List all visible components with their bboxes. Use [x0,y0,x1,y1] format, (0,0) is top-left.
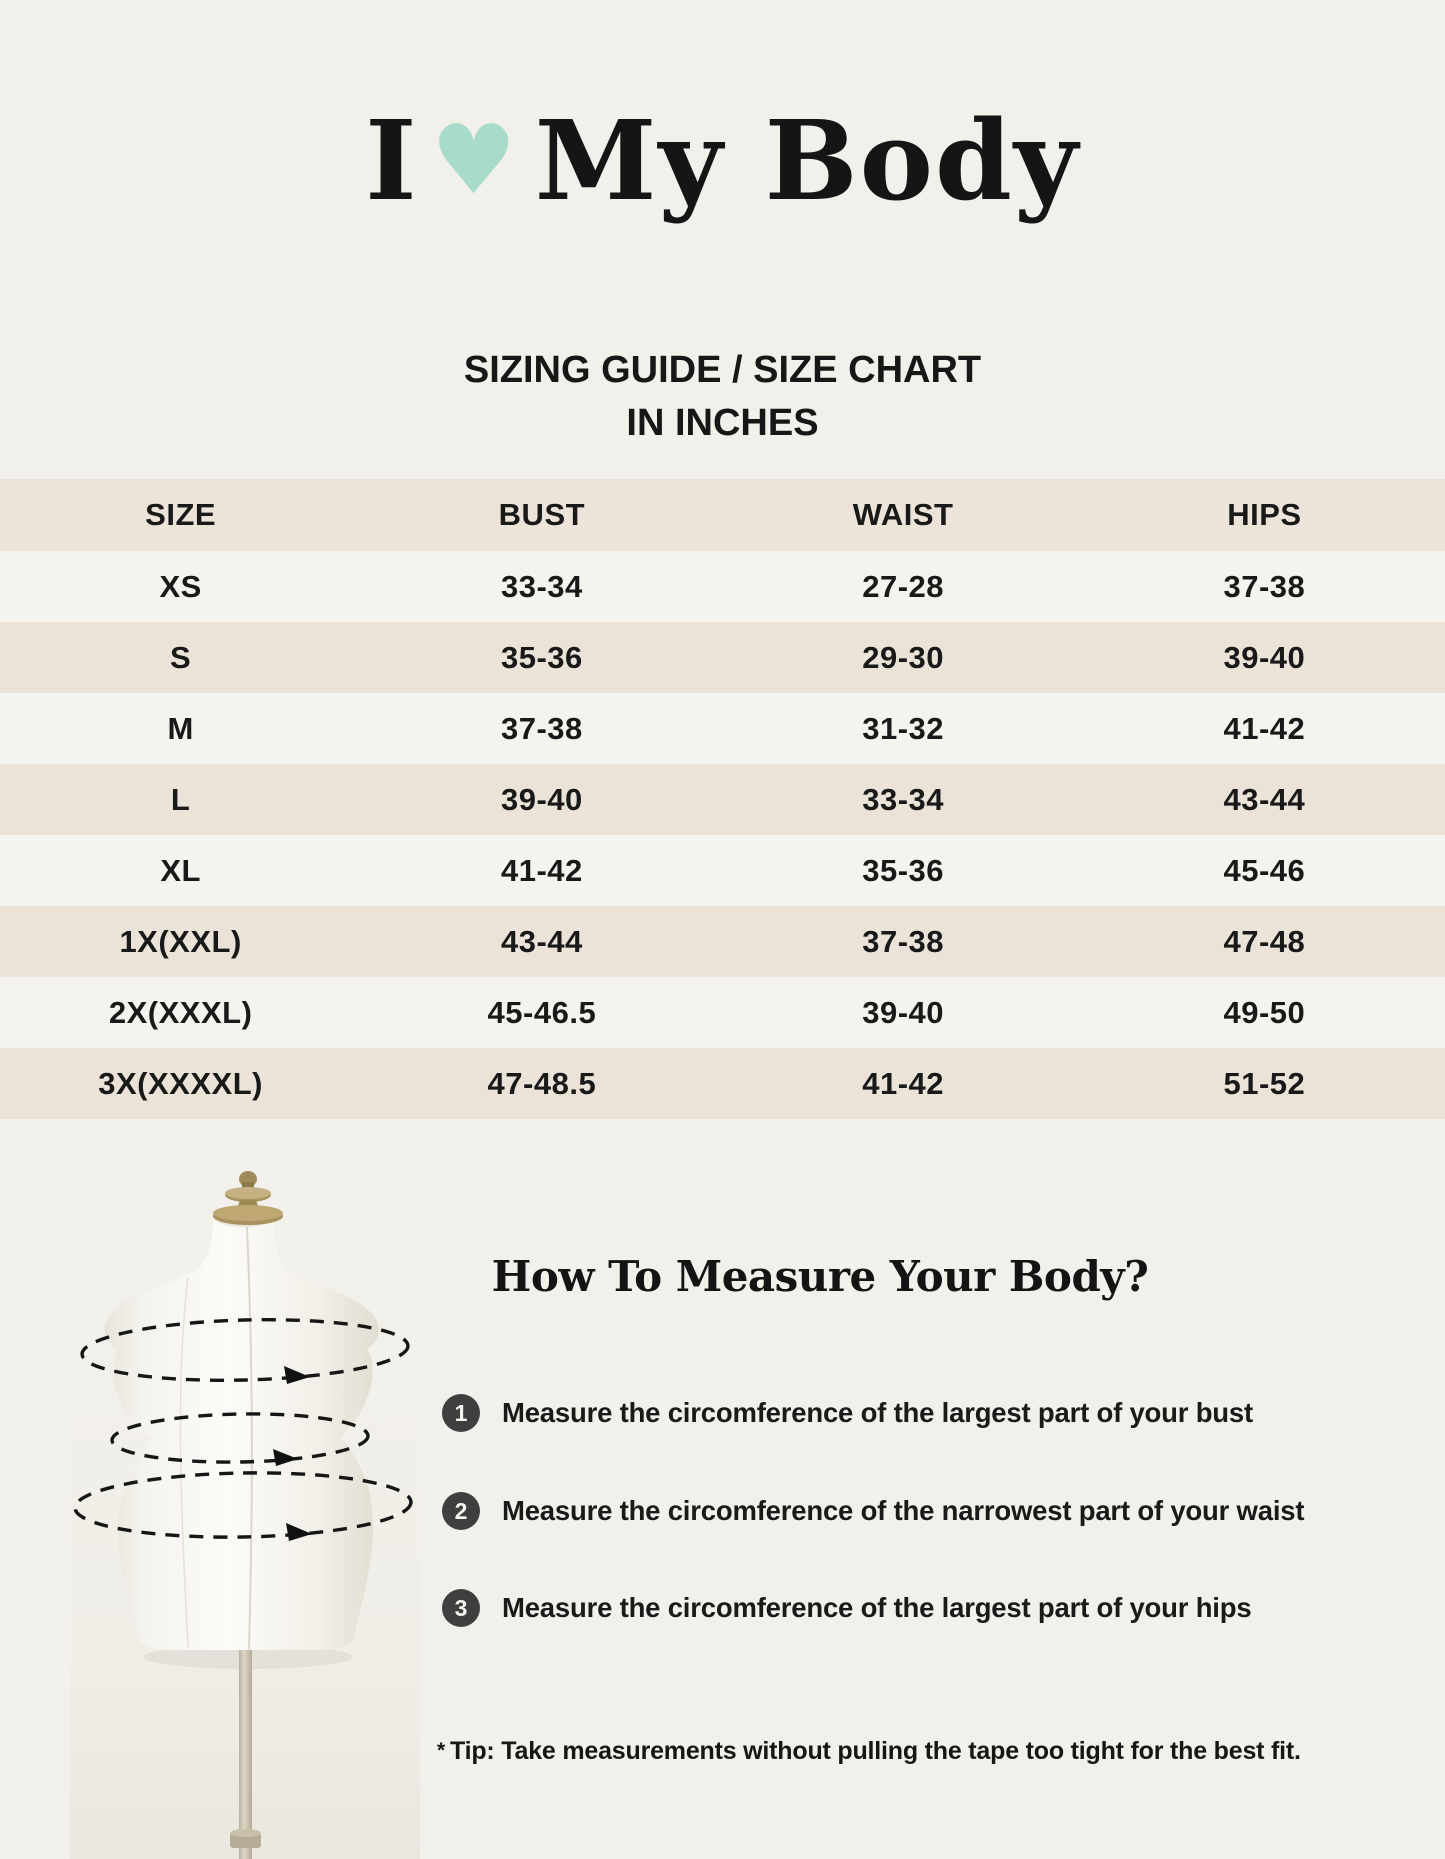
cell-waist: 33-34 [862,781,945,817]
cell-size: 3X(XXXXL) [98,1065,263,1101]
cell-size: S [170,639,192,675]
measure-step-2 [442,1489,1304,1533]
cell-waist: 31-32 [862,710,945,746]
heart-icon: ♥ [430,104,519,216]
table-row-2x [0,977,1445,1048]
cell-waist: 35-36 [862,852,945,888]
step-3-badge: 3 [442,1589,480,1627]
measurement-tip [437,1737,1301,1766]
table-row-m [0,693,1445,764]
subtitle-line-sizing-guide: SIZING GUIDE / SIZE CHART [463,349,982,391]
cell-hips: 39-40 [1223,639,1306,675]
step-1-badge: 1 [442,1394,480,1432]
subtitle [0,344,1445,450]
cell-hips: 41-42 [1223,710,1306,746]
cell-waist: 39-40 [862,994,945,1030]
cell-hips: 45-46 [1223,852,1306,888]
cell-size: 2X(XXXL) [108,994,253,1030]
cell-size: L [170,781,191,817]
column-header-waist: WAIST [852,497,954,532]
cell-bust: 33-34 [500,568,583,604]
asterisk-icon: * [437,1739,445,1762]
cell-size: M [167,710,194,746]
table-row-xs [0,551,1445,622]
table-row-xl [0,835,1445,906]
cell-bust: 39-40 [500,781,583,817]
table-row-1x [0,906,1445,977]
table-row-s [0,622,1445,693]
page-title [0,96,1445,225]
cell-bust: 47-48.5 [487,1065,597,1101]
step-3-text: Measure the circomference of the largest part of your hips [502,1592,1252,1623]
table-row-l [0,764,1445,835]
cell-bust: 43-44 [500,923,583,959]
title-word-i: I [365,96,419,225]
cell-waist: 37-38 [862,923,945,959]
column-header-bust: BUST [498,497,586,532]
title-words-my-body: My Body [534,96,1080,225]
step-2-text: Measure the circomference of the narrowest part of your waist [502,1495,1305,1526]
measure-heading: How To Measure Your Body? [491,1252,1149,1301]
measure-step-3 [442,1586,1251,1630]
measure-step-1 [442,1391,1253,1435]
subtitle-line-in-inches: IN INCHES [626,402,819,444]
cell-hips: 47-48 [1223,923,1306,959]
cell-size: XL [160,852,201,888]
tip-text: Tip: Take measurements without pulling the tape too tight for the best fit. [449,1737,1301,1765]
cell-bust: 35-36 [500,639,583,675]
cell-hips: 43-44 [1223,781,1306,817]
cell-size: XS [159,568,202,604]
cell-bust: 37-38 [500,710,583,746]
step-2-badge: 2 [442,1492,480,1530]
cell-hips: 37-38 [1223,568,1306,604]
size-chart-table [0,479,1445,1119]
cell-hips: 51-52 [1223,1065,1306,1101]
column-header-size: SIZE [145,497,217,532]
cell-size: 1X(XXL) [119,923,242,959]
cell-waist: 27-28 [862,568,945,604]
mannequin-photo [70,1165,420,1859]
cell-hips: 49-50 [1223,994,1306,1030]
cell-bust: 41-42 [500,852,583,888]
column-header-hips: HIPS [1227,497,1302,532]
cell-waist: 41-42 [862,1065,945,1101]
cell-bust: 45-46.5 [487,994,597,1030]
cell-waist: 29-30 [862,639,945,675]
table-row-3x [0,1048,1445,1119]
table-header-row [0,479,1445,551]
step-1-text: Measure the circomference of the largest part of your bust [502,1397,1253,1428]
